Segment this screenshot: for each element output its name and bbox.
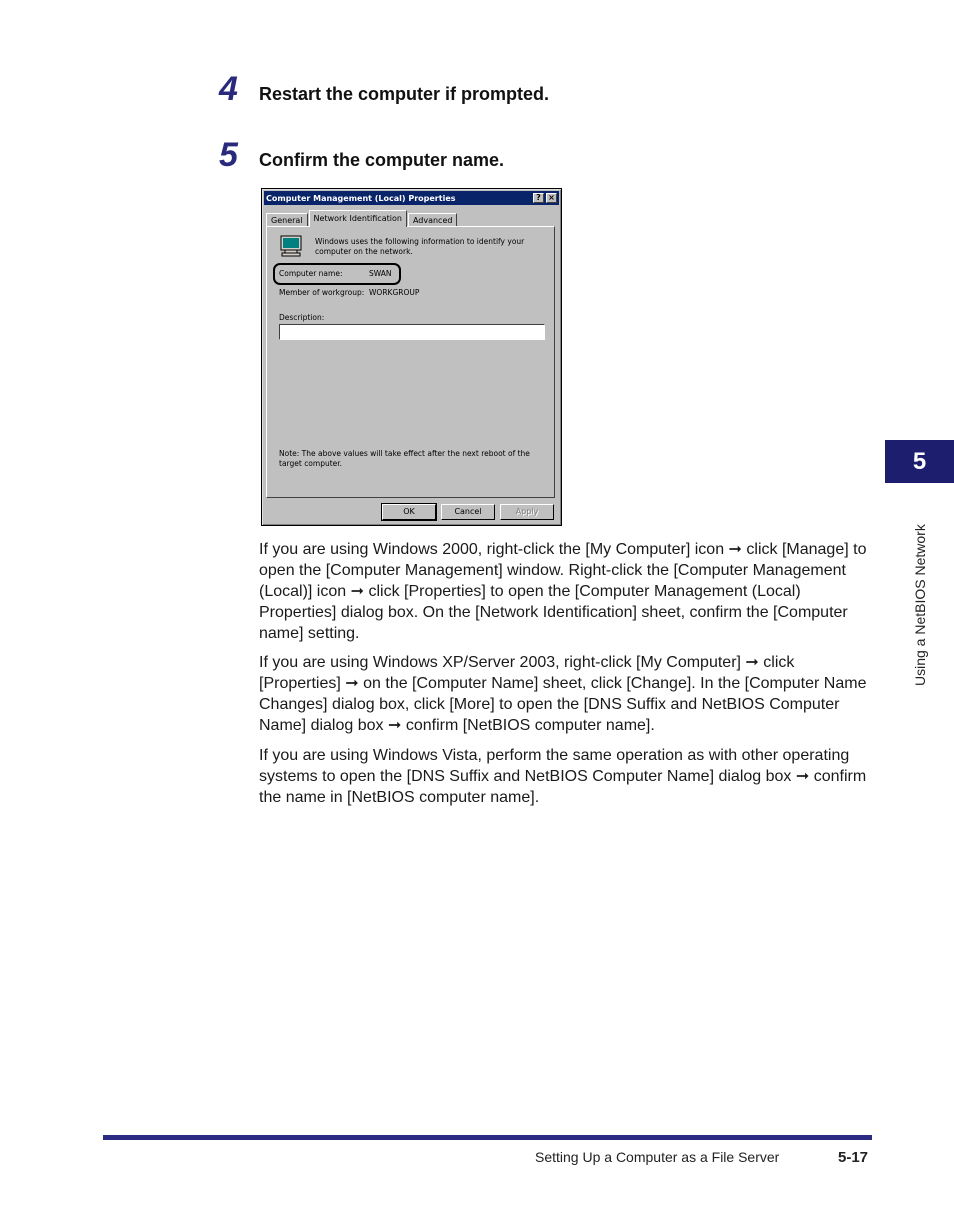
step-heading: Restart the computer if prompted. — [259, 84, 550, 104]
intro-text: Windows uses the following information to identify your computer on the network. — [315, 237, 525, 256]
text-segment: click [Properties] to open the [Computer Management (Local) Properties] dialog box. On the [Network Identification] sheet, confirm the [Computer name] setting. — [259, 583, 848, 642]
workgroup-label: Member of workgroup: — [279, 288, 365, 297]
computer-name-value: SWAN — [369, 269, 392, 278]
apply-button[interactable]: Apply — [500, 504, 554, 520]
text-segment: If you are using Windows 2000, right-click the [My Computer] icon — [259, 541, 725, 558]
footer-section-title: Setting Up a Computer as a File Server — [535, 1149, 780, 1165]
text-segment: on the [Computer Name] sheet, click [Change]. In the [Computer Name Changes] dialog box, click [More] to open the [DNS Suffix and NetBIOS Computer Name] dialog box — [259, 675, 867, 734]
cancel-button[interactable]: Cancel — [441, 504, 495, 520]
text-segment: click [Manage] to open the [Computer Management] window. Right-click the [Computer Management (Local)] icon — [259, 541, 867, 600]
tab-panel — [266, 226, 555, 498]
arrow-icon: ➞ — [745, 654, 759, 671]
step-number: 5 — [219, 136, 238, 174]
step-number: 4 — [219, 70, 238, 108]
workgroup-row — [279, 288, 419, 297]
chapter-title: Using a NetBIOS Network — [912, 524, 928, 686]
step-4 — [219, 72, 549, 106]
text-segment: If you are using Windows Vista, perform the same operation as with other operating systems to open the [DNS Suffix and NetBIOS Computer Name] dialog box — [259, 747, 850, 785]
arrow-icon: ➞ — [728, 541, 742, 558]
computer-icon — [279, 235, 303, 257]
tab-general[interactable]: General — [266, 213, 308, 227]
tab-advanced[interactable]: Advanced — [408, 213, 458, 227]
dialog-titlebar — [264, 191, 559, 205]
arrow-icon: ➞ — [350, 583, 365, 600]
computer-name-row — [279, 269, 392, 278]
text-segment: confirm [NetBIOS computer name]. — [405, 717, 655, 734]
description-label: Description: — [279, 313, 325, 322]
description-input[interactable] — [279, 324, 545, 340]
paragraph-windows-xp — [259, 652, 879, 736]
chapter-tab: 5 — [885, 440, 954, 483]
text-segment: If you are using Windows XP/Server 2003, right-click [My Computer] — [259, 654, 741, 671]
arrow-icon: ➞ — [345, 675, 359, 692]
computer-name-label: Computer name: — [279, 269, 343, 278]
arrow-icon: ➞ — [387, 717, 402, 734]
close-button[interactable]: × — [546, 193, 557, 203]
arrow-icon: ➞ — [795, 768, 810, 785]
help-button[interactable]: ? — [533, 193, 544, 203]
step-5 — [219, 138, 504, 172]
dialog-tabs — [266, 209, 458, 227]
dialog-title: Computer Management (Local) Properties — [266, 193, 456, 203]
footer-rule — [103, 1135, 872, 1140]
text-segment: click [Properties] — [259, 654, 795, 692]
properties-dialog — [261, 188, 562, 526]
paragraph-windows-vista — [259, 745, 879, 808]
ok-button[interactable]: OK — [382, 504, 436, 520]
workgroup-value: WORKGROUP — [369, 288, 420, 297]
reboot-note: Note: The above values will take effect after the next reboot of the target computer. — [279, 449, 530, 468]
text-segment: confirm the name in [NetBIOS computer name]. — [259, 768, 867, 806]
page-number: 5-17 — [838, 1149, 869, 1166]
paragraph-windows-2000 — [259, 539, 879, 644]
step-heading: Confirm the computer name. — [259, 150, 505, 170]
tab-network-identification[interactable]: Network Identification — [309, 210, 407, 227]
